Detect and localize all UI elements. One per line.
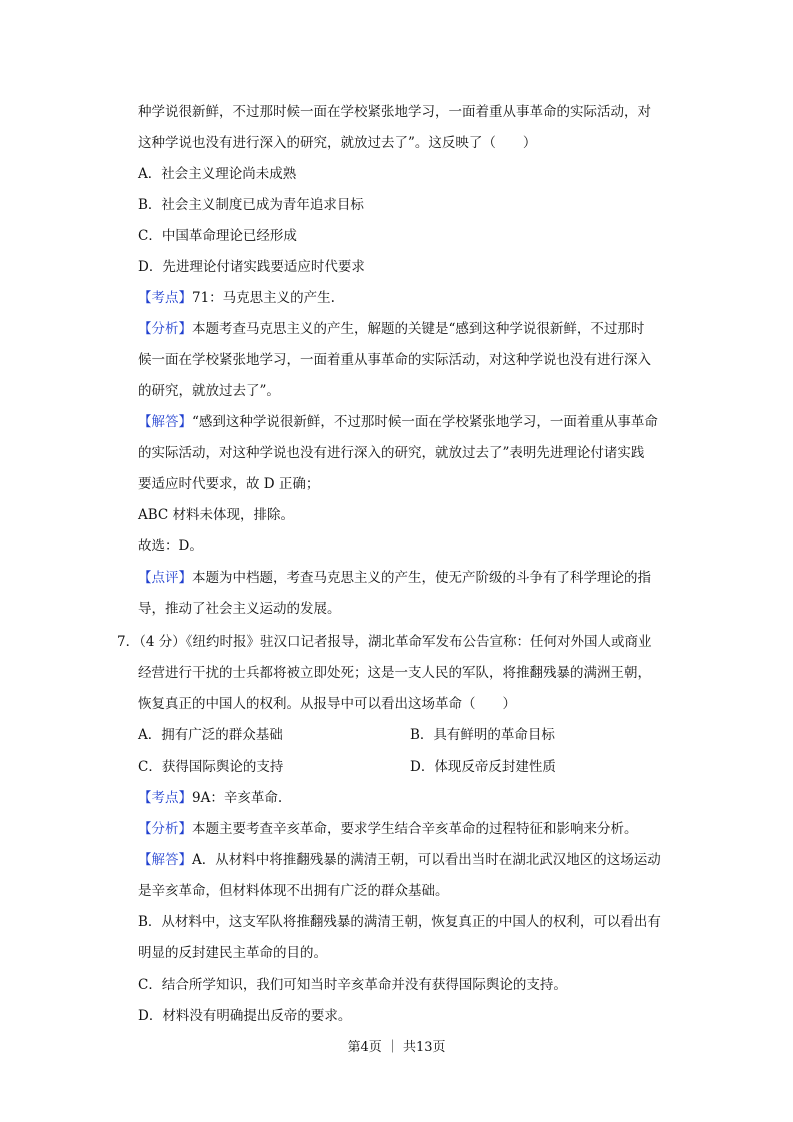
q7-kaodian — [138, 788, 282, 808]
kaodian-tag: 【考点】 — [138, 290, 192, 306]
q7-jieda-line: B．从材料中，这支军队将推翻残暴的满清王朝，恢复真正的中国人的权利，可以看出有 — [138, 914, 661, 930]
q6-dianping — [138, 568, 651, 588]
q7-jieda — [138, 850, 661, 870]
page-footer: 第4页 ｜ 共13页 — [347, 1040, 446, 1055]
fenxi-text: 本题主要考查辛亥革命，要求学生结合辛亥革命的过程特征和影响来分析。 — [192, 821, 638, 837]
q7-stem-line: 7．（4 分）《纽约时报》驻汉口记者报导，湖北革命军发布公告宣称：任何对外国人或商业 — [117, 634, 652, 650]
fenxi-tag: 【分析】 — [138, 321, 192, 337]
q6-jieda-line: 故选：D。 — [138, 538, 203, 554]
dianping-tag: 【点评】 — [138, 570, 192, 586]
q7-stem-line: 经营进行干扰的士兵都将被立即处死；这是一支人民的军队，将推翻残暴的满洲王朝， — [138, 665, 651, 681]
fenxi-text: 本题考查马克思主义的产生，解题的关键是“感到这种学说很新鲜，不过那时 — [192, 321, 645, 337]
q7-jieda-line: C．结合所学知识，我们可知当时辛亥革命并没有获得国际舆论的支持。 — [138, 977, 567, 993]
jieda-tag: 【解答】 — [138, 852, 192, 868]
jieda-tag: 【解答】 — [138, 414, 192, 430]
q7-option-c: C．获得国际舆论的支持 — [138, 759, 284, 775]
q6-fenxi — [138, 319, 644, 339]
q6-option-b: B．社会主义制度已成为青年追求目标 — [138, 197, 364, 213]
q6-kaodian — [138, 288, 335, 308]
q7-option-a: A．拥有广泛的群众基础 — [138, 727, 283, 743]
q7-jieda-line: D．材料没有明确提出反帝的要求。 — [138, 1008, 352, 1024]
kaodian-tag: 【考点】 — [138, 790, 192, 806]
q6-fenxi-line: 候一面在学校紧张地学习，一面着重从事革命的实际活动，对这种学说也没有进行深入 — [138, 352, 651, 368]
q7-stem-line: 恢复真正的中国人的权利。从报导中可以看出这场革命（ ） — [138, 696, 516, 712]
kaodian-text: 9A：辛亥革命. — [192, 790, 283, 806]
q6-jieda-line: ABC 材料未体现，排除。 — [138, 507, 295, 523]
q6-jieda-line: 的实际活动，对这种学说也没有进行深入的研究，就放过去了”表明先进理论付诸实践 — [138, 445, 645, 461]
q6-stem-line: 这种学说也没有进行深入的研究，就放过去了”。这反映了（ ） — [138, 135, 537, 151]
q6-dianping-line: 导，推动了社会主义运动的发展。 — [138, 601, 341, 617]
q6-jieda-line: 要适应时代要求，故 D 正确； — [138, 476, 320, 492]
q6-fenxi-line: 的研究，就放过去了”。 — [138, 383, 280, 399]
q6-option-c: C．中国革命理论已经形成 — [138, 228, 297, 244]
q7-option-d: D．体现反帝反封建性质 — [410, 759, 556, 775]
dianping-text: 本题为中档题，考查马克思主义的产生，使无产阶级的斗争有了科学理论的指 — [192, 570, 651, 586]
fenxi-tag: 【分析】 — [138, 821, 192, 837]
jieda-text: A．从材料中将推翻残暴的满清王朝，可以看出当时在湖北武汉地区的这场运动 — [192, 852, 661, 868]
q6-option-a: A．社会主义理论尚未成熟 — [138, 166, 297, 182]
q7-option-b: B．具有鲜明的革命目标 — [410, 727, 555, 743]
q6-option-d: D．先进理论付诸实践要适应时代要求 — [138, 259, 365, 275]
q7-fenxi — [138, 819, 638, 839]
q6-stem-line: 种学说很新鲜，不过那时候一面在学校紧张地学习，一面着重从事革命的实际活动，对 — [138, 104, 651, 120]
q7-jieda-line: 是辛亥革命，但材料体现不出拥有广泛的群众基础。 — [138, 883, 449, 899]
jieda-text: “感到这种学说很新鲜，不过那时候一面在学校紧张地学习，一面着重从事革命 — [192, 414, 658, 430]
kaodian-text: 71：马克思主义的产生. — [192, 290, 335, 306]
q7-jieda-line: 明显的反封建民主革命的目的。 — [138, 945, 327, 961]
q6-jieda — [138, 412, 658, 432]
